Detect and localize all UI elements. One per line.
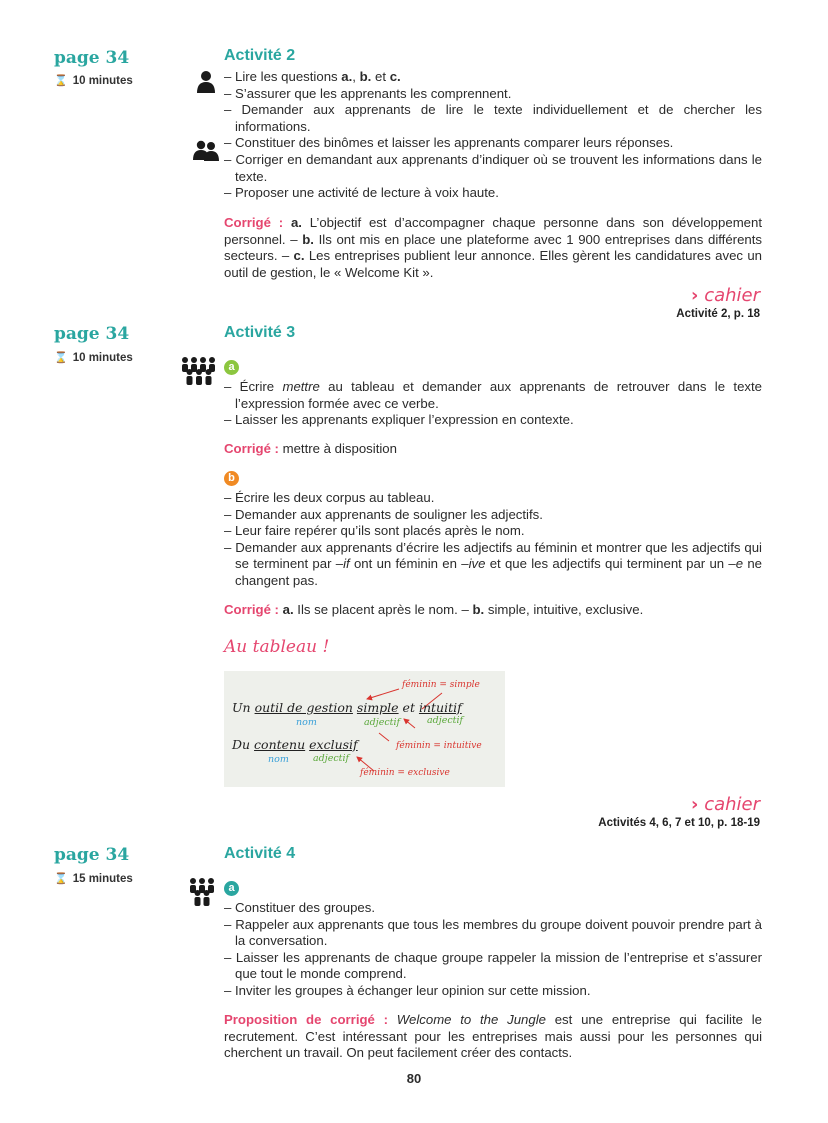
hourglass-icon: ⌛ bbox=[54, 873, 68, 885]
step: – Laisser les apprenants expliquer l’expression en contexte. bbox=[224, 412, 574, 428]
activity-title-2: Activité 2 bbox=[224, 47, 296, 64]
step: – Constituer des binômes et laisser les apprenants comparer leurs réponses. bbox=[224, 135, 674, 151]
step: – Corriger en demandant aux apprenants d’indiquer où se trouvent les informations dans le texte. bbox=[224, 151, 762, 184]
board-label-adj3: adjectif bbox=[313, 753, 350, 764]
step: – Demander aux apprenants de lire le texte individuellement et de chercher les informations. bbox=[224, 102, 762, 134]
step: – Inviter les groupes à échanger leur opinion sur cette mission. bbox=[224, 982, 591, 998]
page-number: 80 bbox=[406, 1071, 422, 1086]
hourglass-icon: ⌛ bbox=[54, 75, 68, 87]
activity-3b-steps bbox=[224, 490, 762, 590]
board-line1: Un outil de gestion simple et intuitif bbox=[232, 700, 462, 715]
badge-a: a bbox=[224, 357, 239, 375]
badge-a: a bbox=[224, 878, 239, 896]
pair-people-icon bbox=[192, 140, 220, 162]
single-person-icon bbox=[196, 70, 216, 94]
step: – Demander aux apprenants de souligner les adjectifs. bbox=[224, 506, 543, 522]
timer-label: 10 minutes bbox=[72, 351, 133, 364]
step: – Demander aux apprenants d’écrire les adjectifs au féminin et montrer que les adjectifs qui se terminent par –if ont un féminin en –ive et que les adjectifs qui terminent par un –e ne changent pas. bbox=[224, 539, 762, 588]
chevron-right-icon: › bbox=[691, 285, 699, 306]
page-ref-2: page 34 bbox=[54, 324, 130, 344]
cahier-ref-1: Activité 2, p. 18 bbox=[676, 308, 760, 320]
activity-title-3: Activité 3 bbox=[224, 324, 296, 341]
cahier-link-1[interactable]: › cahier bbox=[691, 285, 760, 306]
activity-3a-correction: Corrigé : mettre à disposition bbox=[224, 441, 397, 456]
step: – S’assurer que les apprenants les comprennent. bbox=[224, 85, 512, 101]
board-fem2: féminin = intuitive bbox=[396, 741, 482, 751]
activity-3b-correction: Corrigé : a. Ils se placent après le nom. – b. simple, intuitive, exclusive. bbox=[224, 602, 644, 617]
activity-2-steps bbox=[224, 69, 762, 202]
cahier-ref-2: Activités 4, 6, 7 et 10, p. 18-19 bbox=[598, 817, 760, 829]
board-fem3: féminin = exclusive bbox=[360, 768, 450, 778]
step: – Écrire mettre au tableau et demander aux apprenants de retrouver dans le texte l’expression formée avec ce verbe. bbox=[224, 379, 762, 411]
step: – Écrire les deux corpus au tableau. bbox=[224, 490, 435, 505]
timer-label: 10 minutes bbox=[72, 74, 133, 87]
activity-4-steps bbox=[224, 900, 762, 1000]
timer-label: 15 minutes bbox=[72, 872, 133, 885]
chevron-right-icon: › bbox=[691, 794, 699, 815]
activity-2-correction: Corrigé : a. L’objectif est d’accompagner chaque personne dans son développement personnel. – b. Ils ont mis en place une plateforme avec 1 900 entreprises dans différents secteurs. – c. Les entreprises publient leur annonce. Elles gèrent les candidatures avec un outil de gestion, le « Welcome Kit ». bbox=[224, 215, 763, 280]
hourglass-icon: ⌛ bbox=[54, 352, 68, 364]
step: – Constituer des groupes. bbox=[224, 900, 376, 915]
step: – Proposer une activité de lecture à voix haute. bbox=[224, 185, 499, 201]
board-fem1: féminin = simple bbox=[402, 680, 480, 690]
page-ref-1: page 34 bbox=[54, 48, 130, 68]
step: – Lire les questions a., b. et c. bbox=[224, 69, 401, 84]
timer-1 bbox=[54, 74, 133, 87]
board-label-adj2: adjectif bbox=[427, 715, 464, 726]
board-label-nom1: nom bbox=[296, 717, 317, 728]
step: – Leur faire repérer qu’ils sont placés après le nom. bbox=[224, 523, 525, 539]
badge-b: b bbox=[224, 468, 239, 486]
timer-3 bbox=[54, 872, 133, 885]
step: – Laisser les apprenants de chaque groupe rappeler la mission de l’entreprise et s’assurer que tout le monde comprend. bbox=[224, 949, 762, 982]
page-ref-3: page 34 bbox=[54, 845, 130, 865]
board-label-adj1: adjectif bbox=[364, 717, 401, 728]
cahier-link-2[interactable]: › cahier bbox=[691, 794, 760, 815]
activity-3a-steps bbox=[224, 379, 762, 429]
board-image bbox=[224, 671, 505, 787]
group-people-icon bbox=[180, 356, 218, 386]
activity-title-4: Activité 4 bbox=[224, 845, 296, 862]
activity-4-correction: Proposition de corrigé : Welcome to the Jungle est une entreprise qui facilite le recrutement. C’est intéressant pour les entreprises mais aussi pour les personnes qui cherchent un travail. On peut facilement créer des contacts. bbox=[224, 1012, 762, 1061]
board-line2: Du contenu exclusif bbox=[232, 737, 358, 752]
au-tableau-heading: Au tableau ! bbox=[224, 637, 330, 657]
timer-2 bbox=[54, 351, 133, 364]
step: – Rappeler aux apprenants que tous les membres du groupe doivent pouvoir prendre part à la conversation. bbox=[224, 916, 762, 949]
group-people-icon bbox=[188, 877, 216, 907]
board-label-nom2: nom bbox=[268, 754, 289, 765]
